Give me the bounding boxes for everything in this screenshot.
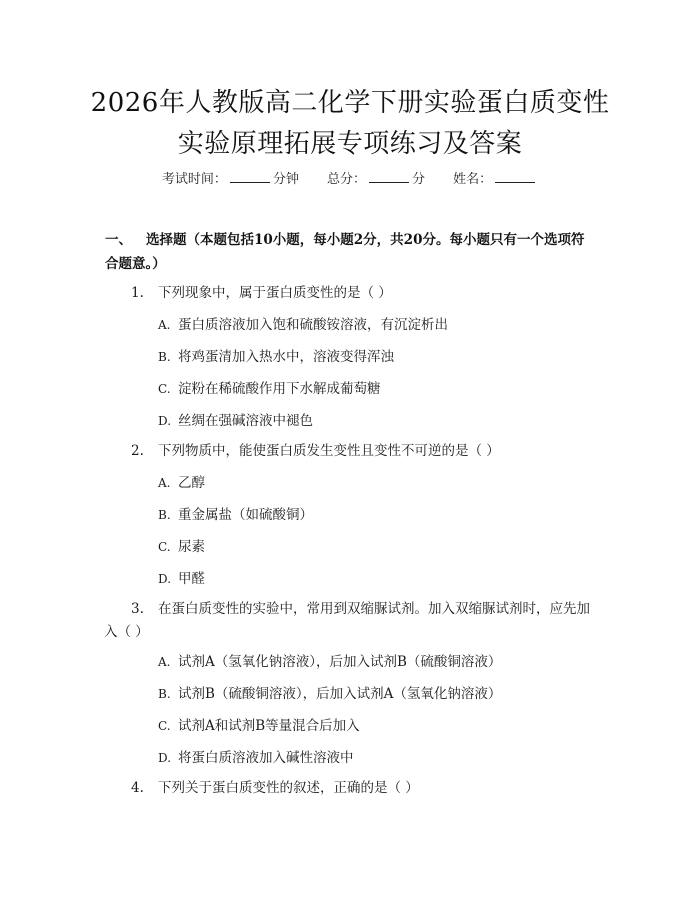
option-text: 淀粉在稀硫酸作用下水解成葡萄糖 [178,381,381,397]
question-1-option-c[interactable] [158,379,598,399]
exam-score [327,172,429,187]
question-3-option-c[interactable] [158,716,598,736]
question-number: 3. [131,601,144,617]
question-text: 下列关于蛋白质变性的叙述，正确的是（ ） [158,780,419,796]
section-number: 一、 [105,232,132,248]
option-label: A. [158,476,171,490]
option-label: A. [158,655,171,669]
option-text: 乙醇 [178,475,205,491]
question-4 [131,776,601,801]
question-3 [131,597,601,622]
question-1-option-d[interactable] [158,411,598,431]
option-label: B. [158,508,171,522]
question-2-option-a[interactable] [158,473,598,493]
option-text: 丝绸在强碱溶液中褪色 [178,413,313,429]
exam-name [453,172,538,187]
question-2-option-b[interactable] [158,505,598,525]
question-1-option-b[interactable] [158,347,598,367]
question-text: 下列现象中，属于蛋白质变性的是（ ） [158,285,392,301]
question-number: 1. [131,285,144,301]
option-text: 试剂A和试剂B等量混合后加入 [178,718,360,734]
option-text: 甲醛 [178,571,205,587]
option-text: 尿素 [178,539,205,555]
option-text: 试剂A（氢氧化钠溶液），后加入试剂B（硫酸铜溶液） [178,654,502,670]
page-title-line-2: 实验原理拓展专项练习及答案 [177,129,523,159]
option-label: D. [158,751,172,765]
question-number: 2. [131,443,144,459]
exam-time-label: 考试时间： [161,172,227,187]
option-label: C. [158,540,171,554]
option-text: 蛋白质溶液加入饱和硫酸铵溶液，有沉淀析出 [178,317,448,333]
question-3-option-a[interactable] [158,652,598,672]
exam-time [162,172,303,187]
question-2-option-d[interactable] [158,569,598,589]
exam-name-label: 姓名： [453,172,493,187]
question-text: 下列物质中，能使蛋白质发生变性且变性不可逆的是（ ） [158,443,500,459]
option-label: C. [158,382,171,396]
section-instruction-line-1: 选择题（本题包括10小题，每小题2分，共20分。每小题只有一个选项符 [146,232,585,248]
option-label: C. [158,719,171,733]
option-text: 将鸡蛋清加入热水中，溶液变得浑浊 [178,349,394,365]
question-text: 在蛋白质变性的实验中，常用到双缩脲试剂。加入双缩脲试剂时，应先加 [158,601,590,617]
question-3-option-d[interactable] [158,748,598,768]
question-text-line-2: 入（ ） [104,624,149,640]
option-label: D. [158,414,172,428]
option-label: B. [158,687,171,701]
section-heading [105,228,605,276]
option-label: A. [158,318,171,332]
page-title-line-1: 2026年人教版高二化学下册实验蛋白质变性 [90,88,610,118]
option-label: D. [158,572,172,586]
option-text: 重金属盐（如硫酸铜） [178,507,313,523]
question-2 [131,439,601,464]
exam-name-blank[interactable] [495,170,535,183]
exam-score-unit: 分 [412,172,426,187]
question-1-option-a[interactable] [158,315,598,335]
question-number: 4. [131,780,144,796]
exam-time-blank[interactable] [230,170,270,183]
exam-score-label: 总分： [326,172,366,187]
question-3-continued [104,620,574,645]
section-instruction-line-2: 合题意。） [105,256,166,272]
exam-time-unit: 分钟 [272,172,299,187]
option-text: 将蛋白质溶液加入碱性溶液中 [178,750,354,766]
option-text: 试剂B（硫酸铜溶液），后加入试剂A（氢氧化钠溶液） [178,686,502,702]
question-3-option-b[interactable] [158,684,598,704]
question-2-option-c[interactable] [158,537,598,557]
question-1 [131,281,601,306]
option-label: B. [158,350,171,364]
exam-score-blank[interactable] [369,170,409,183]
exam-meta [0,168,700,187]
